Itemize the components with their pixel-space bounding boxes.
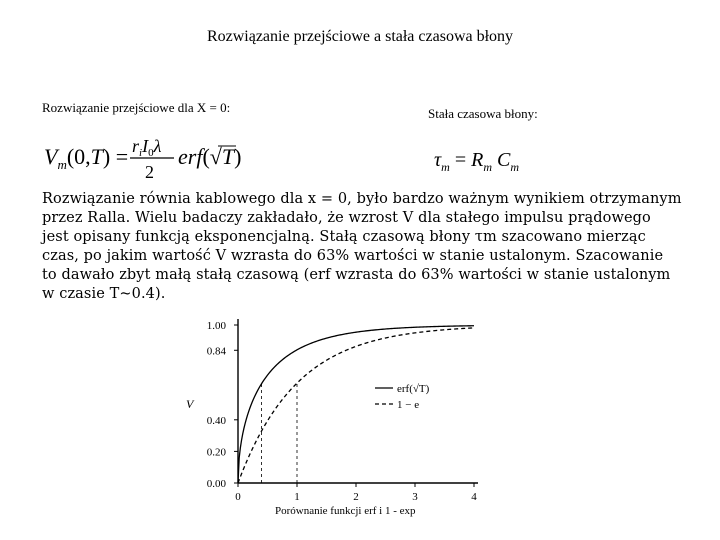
chart-caption-text: Porównanie funkcji erf i 1 - exp: [275, 505, 416, 517]
legend-erf-label: erf(√T): [397, 383, 430, 395]
y-axis-label: V: [186, 397, 194, 411]
formula-rhs: erf(√T): [178, 144, 242, 169]
time-constant-label: Stała czasowa błony:: [428, 106, 538, 121]
y-tick-label: 0.20: [206, 446, 226, 459]
x-tick-label: 0: [235, 491, 241, 503]
y-tick-label: 0.84: [206, 345, 226, 358]
formula-lhs: $V_m(0,T)$ =: [44, 144, 129, 172]
x-tick-label: 1: [294, 491, 300, 503]
x-tick-label: 4: [471, 491, 477, 503]
explanation-paragraph: Rozwiązanie równia kablowego dla x = 0, było bardzo ważnym wynikiem otrzymanym przez Ralla. Wielu badaczy zakładało, że wzrost V dla stałego impulsu prądowego jest opisany funkcją eksponencjalną. Stałą czasową błony τm szacowano mierząc czas, po jakim wartość V wzrasta do 63% wartości w stanie ustalonym. Szacowanie to dawało zbyt małą stałą czasową (erf wzrasta do 63% wartości w stanie ustalonym w czasie T~0.4).: [42, 191, 682, 302]
y-tick-label: 1.00: [206, 320, 226, 332]
chart-caption: [275, 505, 416, 517]
erf-vs-exp-chart: [170, 308, 510, 533]
formula-denominator: 2: [145, 162, 154, 182]
y-tick-label: 0.40: [206, 414, 226, 427]
time-constant-formula: [430, 140, 550, 180]
formula-numerator: $r_iI_0\lambda$: [132, 136, 162, 159]
page-title: Rozwiązanie przejściowe a stała czasowa błony: [206, 28, 514, 45]
x-tick-label: 3: [412, 491, 418, 503]
transient-formula: [40, 132, 260, 182]
y-tick-label: 0.00: [206, 478, 226, 490]
transient-solution-label: Rozwiązanie przejściowe dla X = 0:: [42, 100, 231, 115]
x-tick-label: 2: [353, 491, 359, 503]
legend-exp-label: 1 − e: [397, 399, 420, 411]
time-constant-text: $\tau_m = R_m$ $C_m$: [434, 149, 520, 174]
